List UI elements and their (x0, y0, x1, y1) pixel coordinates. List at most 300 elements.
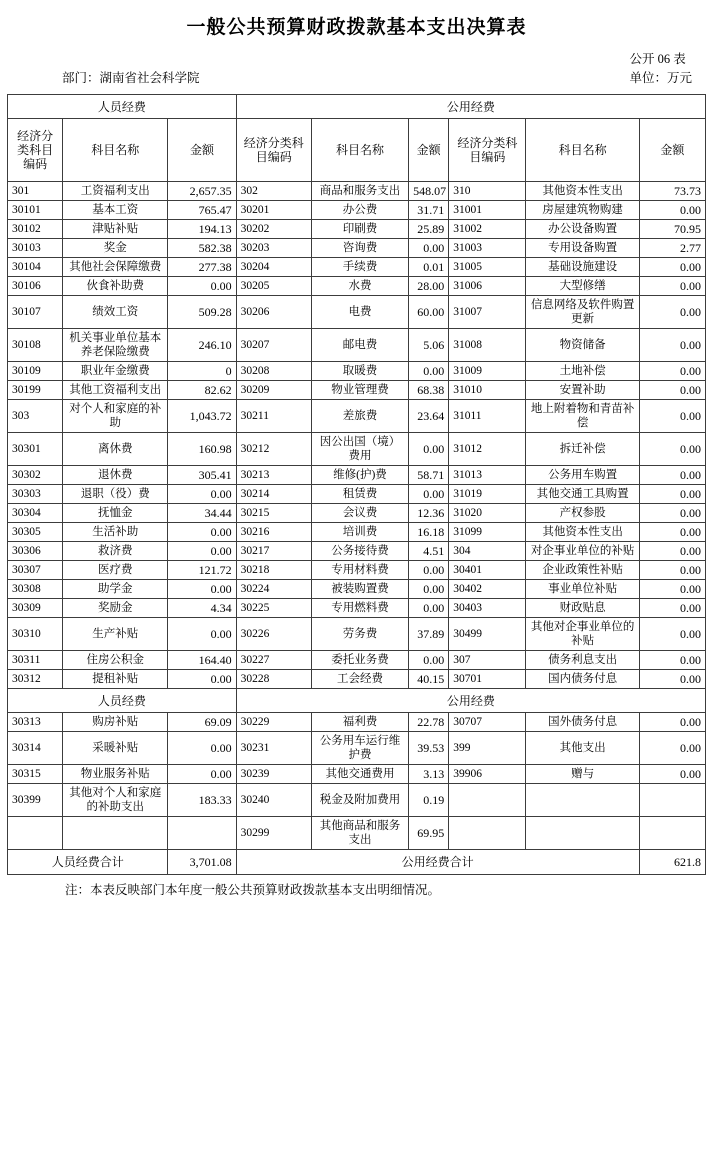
cell-code-personnel: 301 (8, 182, 63, 201)
cell-amount-capital: 0.00 (639, 542, 705, 561)
cell-amount-goods: 548.07 (409, 182, 449, 201)
cell-amount-capital (639, 784, 705, 817)
cell-name-personnel: 伙食补助费 (63, 277, 168, 296)
public-total-value: 621.8 (639, 850, 705, 875)
cell-name-goods: 专用材料费 (311, 561, 408, 580)
budget-table (7, 94, 706, 875)
cell-code-goods: 30227 (236, 651, 311, 670)
cell-name-capital: 信息网络及软件购置更新 (526, 296, 639, 329)
cell-name-capital: 大型修缮 (526, 277, 639, 296)
cell-code-goods: 30215 (236, 504, 311, 523)
table-row (8, 239, 706, 258)
cell-name-capital: 专用设备购置 (526, 239, 639, 258)
cell-code-capital: 304 (449, 542, 526, 561)
cell-name-personnel: 津贴补贴 (63, 220, 168, 239)
document-meta (7, 50, 706, 94)
cell-amount-goods: 0.00 (409, 239, 449, 258)
cell-name-goods: 培训费 (311, 523, 408, 542)
cell-amount-goods: 0.00 (409, 362, 449, 381)
cell-code-personnel (8, 817, 63, 850)
cell-amount-capital: 0.00 (639, 329, 705, 362)
cell-name-personnel: 奖金 (63, 239, 168, 258)
cell-amount-goods: 40.15 (409, 670, 449, 689)
cell-amount-goods: 69.95 (409, 817, 449, 850)
cell-amount-personnel: 0.00 (168, 542, 236, 561)
page-title: 一般公共预算财政拨款基本支出决算表 (186, 17, 527, 38)
cell-name-personnel: 其他社会保障缴费 (63, 258, 168, 277)
cell-amount-capital: 0.00 (639, 618, 705, 651)
cell-name-goods: 咨询费 (311, 239, 408, 258)
col-header-code-2: 经济分类科目编码 (236, 119, 311, 182)
cell-code-personnel: 30109 (8, 362, 63, 381)
cell-amount-personnel: 82.62 (168, 381, 236, 400)
table-row (8, 277, 706, 296)
section-divider-personnel: 人员经费 (8, 689, 237, 713)
table-footer (8, 850, 706, 875)
cell-amount-personnel: 305.41 (168, 466, 236, 485)
table-row (8, 817, 706, 850)
table-row (8, 362, 706, 381)
cell-code-capital: 31009 (449, 362, 526, 381)
table-row (8, 182, 706, 201)
cell-code-personnel: 30306 (8, 542, 63, 561)
cell-code-personnel: 30308 (8, 580, 63, 599)
cell-code-personnel: 30301 (8, 433, 63, 466)
group-header-row (8, 95, 706, 119)
cell-code-goods: 30214 (236, 485, 311, 504)
cell-amount-personnel: 0.00 (168, 670, 236, 689)
cell-code-capital: 307 (449, 651, 526, 670)
cell-name-goods: 印刷费 (311, 220, 408, 239)
cell-code-personnel: 30103 (8, 239, 63, 258)
cell-code-personnel: 30305 (8, 523, 63, 542)
form-number: 公开 06 表 (629, 52, 686, 66)
cell-amount-capital: 0.00 (639, 258, 705, 277)
personnel-total-label: 人员经费合计 (8, 850, 168, 875)
cell-name-capital: 企业政策性补贴 (526, 561, 639, 580)
cell-code-capital: 31099 (449, 523, 526, 542)
cell-name-personnel: 机关事业单位基本养老保险缴费 (63, 329, 168, 362)
table-row (8, 713, 706, 732)
cell-code-capital: 30701 (449, 670, 526, 689)
cell-name-goods: 公务用车运行维护费 (311, 732, 408, 765)
cell-code-capital: 30403 (449, 599, 526, 618)
cell-name-capital: 国外债务付息 (526, 713, 639, 732)
cell-code-goods: 30211 (236, 400, 311, 433)
cell-name-personnel: 住房公积金 (63, 651, 168, 670)
cell-name-capital: 产权参股 (526, 504, 639, 523)
cell-name-goods: 税金及附加费用 (311, 784, 408, 817)
cell-amount-personnel: 0.00 (168, 277, 236, 296)
personnel-total-value: 3,701.08 (168, 850, 236, 875)
cell-amount-capital: 0.00 (639, 599, 705, 618)
cell-code-personnel: 30102 (8, 220, 63, 239)
cell-name-goods: 维修(护)费 (311, 466, 408, 485)
cell-name-goods: 租赁费 (311, 485, 408, 504)
cell-code-capital: 310 (449, 182, 526, 201)
cell-amount-goods: 0.00 (409, 433, 449, 466)
cell-name-personnel: 生活补助 (63, 523, 168, 542)
cell-amount-goods: 25.89 (409, 220, 449, 239)
cell-name-capital: 物资储备 (526, 329, 639, 362)
cell-amount-capital: 0.00 (639, 277, 705, 296)
cell-code-goods: 30208 (236, 362, 311, 381)
cell-name-capital: 债务利息支出 (526, 651, 639, 670)
cell-code-personnel: 30106 (8, 277, 63, 296)
document-page (0, 14, 713, 1176)
cell-name-personnel: 退休费 (63, 466, 168, 485)
meta-right-block (629, 50, 692, 88)
cell-amount-capital: 0.00 (639, 433, 705, 466)
cell-name-capital: 基础设施建设 (526, 258, 639, 277)
cell-code-capital (449, 817, 526, 850)
cell-amount-capital: 0.00 (639, 201, 705, 220)
cell-name-personnel: 奖励金 (63, 599, 168, 618)
cell-amount-personnel: 69.09 (168, 713, 236, 732)
cell-amount-personnel: 0.00 (168, 765, 236, 784)
cell-code-goods: 30201 (236, 201, 311, 220)
totals-row (8, 850, 706, 875)
cell-code-personnel: 30302 (8, 466, 63, 485)
cell-name-capital: 其他资本性支出 (526, 523, 639, 542)
cell-code-personnel: 30108 (8, 329, 63, 362)
table-row (8, 504, 706, 523)
cell-code-capital: 31005 (449, 258, 526, 277)
table-header (8, 95, 706, 182)
cell-amount-capital: 0.00 (639, 504, 705, 523)
cell-code-capital: 39906 (449, 765, 526, 784)
cell-code-capital: 31003 (449, 239, 526, 258)
cell-code-capital: 30402 (449, 580, 526, 599)
cell-name-capital (526, 817, 639, 850)
cell-name-personnel: 助学金 (63, 580, 168, 599)
cell-amount-personnel: 2,657.35 (168, 182, 236, 201)
table-row (8, 561, 706, 580)
cell-code-goods: 30213 (236, 466, 311, 485)
col-header-name-2: 科目名称 (311, 119, 408, 182)
cell-amount-goods: 0.01 (409, 258, 449, 277)
cell-code-personnel: 30104 (8, 258, 63, 277)
table-row (8, 201, 706, 220)
cell-code-personnel: 30315 (8, 765, 63, 784)
cell-code-capital: 30401 (449, 561, 526, 580)
col-header-code-3: 经济分类科目编码 (449, 119, 526, 182)
cell-code-personnel: 30107 (8, 296, 63, 329)
cell-code-personnel: 30314 (8, 732, 63, 765)
cell-name-personnel: 救济费 (63, 542, 168, 561)
cell-name-personnel (63, 817, 168, 850)
cell-code-capital: 31012 (449, 433, 526, 466)
cell-code-goods: 30204 (236, 258, 311, 277)
group-header-public: 公用经费 (236, 95, 705, 119)
cell-amount-personnel: 277.38 (168, 258, 236, 277)
cell-amount-goods: 37.89 (409, 618, 449, 651)
section-divider-row (8, 689, 706, 713)
column-header-row (8, 119, 706, 182)
cell-amount-capital: 2.77 (639, 239, 705, 258)
cell-amount-personnel: 0.00 (168, 580, 236, 599)
table-row (8, 466, 706, 485)
cell-name-capital: 办公设备购置 (526, 220, 639, 239)
table-row (8, 329, 706, 362)
cell-name-personnel: 医疗费 (63, 561, 168, 580)
cell-name-personnel: 退职（役）费 (63, 485, 168, 504)
cell-code-goods: 30203 (236, 239, 311, 258)
cell-amount-goods: 5.06 (409, 329, 449, 362)
cell-code-goods: 30224 (236, 580, 311, 599)
cell-name-personnel: 其他对个人和家庭的补助支出 (63, 784, 168, 817)
table-row (8, 732, 706, 765)
table-row (8, 784, 706, 817)
cell-name-personnel: 提租补贴 (63, 670, 168, 689)
unit-label: 单位：万元 (629, 71, 692, 85)
cell-amount-capital: 0.00 (639, 713, 705, 732)
cell-amount-personnel: 582.38 (168, 239, 236, 258)
cell-amount-personnel: 0 (168, 362, 236, 381)
cell-name-capital: 公务用车购置 (526, 466, 639, 485)
cell-code-personnel: 30309 (8, 599, 63, 618)
cell-code-goods: 30207 (236, 329, 311, 362)
table-row (8, 580, 706, 599)
cell-amount-personnel: 509.28 (168, 296, 236, 329)
table-row (8, 542, 706, 561)
cell-amount-capital: 0.00 (639, 580, 705, 599)
cell-name-capital: 国内债务付息 (526, 670, 639, 689)
cell-name-goods: 其他交通费用 (311, 765, 408, 784)
cell-amount-personnel (168, 817, 236, 850)
cell-amount-personnel: 160.98 (168, 433, 236, 466)
cell-amount-personnel: 34.44 (168, 504, 236, 523)
cell-name-goods: 劳务费 (311, 618, 408, 651)
cell-amount-personnel: 1,043.72 (168, 400, 236, 433)
cell-name-personnel: 购房补贴 (63, 713, 168, 732)
cell-name-goods: 委托业务费 (311, 651, 408, 670)
cell-name-capital: 土地补偿 (526, 362, 639, 381)
cell-amount-capital: 0.00 (639, 296, 705, 329)
cell-code-capital: 31008 (449, 329, 526, 362)
cell-name-goods: 被装购置费 (311, 580, 408, 599)
cell-code-goods: 30226 (236, 618, 311, 651)
cell-name-goods: 差旅费 (311, 400, 408, 433)
department-label: 部门：湖南省社会科学院 (62, 71, 200, 85)
public-total-label: 公用经费合计 (236, 850, 639, 875)
table-row (8, 433, 706, 466)
cell-name-capital: 其他支出 (526, 732, 639, 765)
cell-name-goods: 手续费 (311, 258, 408, 277)
cell-name-goods: 取暖费 (311, 362, 408, 381)
table-row (8, 599, 706, 618)
cell-name-personnel: 采暖补贴 (63, 732, 168, 765)
cell-name-goods: 专用燃料费 (311, 599, 408, 618)
cell-code-goods: 30217 (236, 542, 311, 561)
cell-code-goods: 302 (236, 182, 311, 201)
cell-name-goods: 商品和服务支出 (311, 182, 408, 201)
cell-code-capital: 31020 (449, 504, 526, 523)
cell-name-goods: 办公费 (311, 201, 408, 220)
cell-code-personnel: 30399 (8, 784, 63, 817)
cell-amount-goods: 31.71 (409, 201, 449, 220)
cell-amount-personnel: 4.34 (168, 599, 236, 618)
cell-amount-capital: 0.00 (639, 561, 705, 580)
cell-code-goods: 30202 (236, 220, 311, 239)
cell-amount-capital: 0.00 (639, 523, 705, 542)
cell-name-capital: 对企事业单位的补贴 (526, 542, 639, 561)
cell-code-capital: 31011 (449, 400, 526, 433)
cell-name-goods: 工会经费 (311, 670, 408, 689)
cell-code-goods: 30218 (236, 561, 311, 580)
cell-code-personnel: 30310 (8, 618, 63, 651)
cell-code-capital (449, 784, 526, 817)
cell-name-personnel: 对个人和家庭的补助 (63, 400, 168, 433)
cell-name-personnel: 其他工资福利支出 (63, 381, 168, 400)
col-header-amount-2: 金额 (409, 119, 449, 182)
table-row (8, 296, 706, 329)
cell-code-goods: 30212 (236, 433, 311, 466)
cell-amount-capital: 0.00 (639, 485, 705, 504)
cell-code-capital: 31002 (449, 220, 526, 239)
cell-name-capital: 安置补助 (526, 381, 639, 400)
cell-amount-goods: 68.38 (409, 381, 449, 400)
table-row (8, 651, 706, 670)
cell-amount-personnel: 121.72 (168, 561, 236, 580)
cell-amount-goods: 0.00 (409, 580, 449, 599)
table-row (8, 618, 706, 651)
cell-amount-goods: 39.53 (409, 732, 449, 765)
cell-code-capital: 31006 (449, 277, 526, 296)
cell-name-capital: 事业单位补贴 (526, 580, 639, 599)
cell-code-goods: 30216 (236, 523, 311, 542)
cell-code-capital: 399 (449, 732, 526, 765)
cell-code-goods: 30231 (236, 732, 311, 765)
cell-amount-capital: 0.00 (639, 670, 705, 689)
cell-amount-capital: 0.00 (639, 732, 705, 765)
cell-code-goods: 30205 (236, 277, 311, 296)
cell-amount-personnel: 194.13 (168, 220, 236, 239)
cell-name-capital: 拆迁补偿 (526, 433, 639, 466)
cell-code-personnel: 30307 (8, 561, 63, 580)
cell-name-capital: 其他对企事业单位的补贴 (526, 618, 639, 651)
cell-amount-personnel: 765.47 (168, 201, 236, 220)
cell-code-capital: 30499 (449, 618, 526, 651)
cell-name-capital: 房屋建筑物购建 (526, 201, 639, 220)
cell-code-capital: 31010 (449, 381, 526, 400)
cell-name-goods: 水费 (311, 277, 408, 296)
cell-amount-personnel: 183.33 (168, 784, 236, 817)
cell-amount-goods: 12.36 (409, 504, 449, 523)
cell-code-capital: 30707 (449, 713, 526, 732)
cell-code-goods: 30225 (236, 599, 311, 618)
cell-name-goods: 会议费 (311, 504, 408, 523)
cell-name-goods: 电费 (311, 296, 408, 329)
cell-name-personnel: 基本工资 (63, 201, 168, 220)
cell-amount-goods: 58.71 (409, 466, 449, 485)
section-divider-public: 公用经费 (236, 689, 705, 713)
cell-amount-personnel: 164.40 (168, 651, 236, 670)
table-row (8, 485, 706, 504)
cell-name-capital: 赠与 (526, 765, 639, 784)
cell-code-capital: 31001 (449, 201, 526, 220)
cell-code-personnel: 30101 (8, 201, 63, 220)
cell-code-goods: 30240 (236, 784, 311, 817)
cell-amount-personnel: 0.00 (168, 485, 236, 504)
footnote: 注：本表反映部门本年度一般公共预算财政拨款基本支出明细情况。 (65, 883, 441, 897)
cell-code-personnel: 30311 (8, 651, 63, 670)
col-header-amount-3: 金额 (639, 119, 705, 182)
cell-amount-personnel: 0.00 (168, 732, 236, 765)
cell-name-personnel: 物业服务补贴 (63, 765, 168, 784)
table-row (8, 765, 706, 784)
cell-name-goods: 因公出国（境）费用 (311, 433, 408, 466)
table-row (8, 670, 706, 689)
cell-amount-goods: 0.00 (409, 651, 449, 670)
cell-code-goods: 30229 (236, 713, 311, 732)
cell-name-goods: 福利费 (311, 713, 408, 732)
cell-name-personnel: 离休费 (63, 433, 168, 466)
cell-code-capital: 31019 (449, 485, 526, 504)
cell-amount-capital: 0.00 (639, 400, 705, 433)
cell-amount-capital: 73.73 (639, 182, 705, 201)
cell-code-goods: 30299 (236, 817, 311, 850)
cell-code-goods: 30209 (236, 381, 311, 400)
table-row (8, 258, 706, 277)
cell-name-goods: 其他商品和服务支出 (311, 817, 408, 850)
cell-amount-capital: 0.00 (639, 651, 705, 670)
cell-name-personnel: 职业年金缴费 (63, 362, 168, 381)
cell-amount-goods: 28.00 (409, 277, 449, 296)
cell-amount-goods: 22.78 (409, 713, 449, 732)
cell-name-personnel: 工资福利支出 (63, 182, 168, 201)
cell-amount-capital: 0.00 (639, 466, 705, 485)
table-row (8, 400, 706, 433)
cell-amount-goods: 23.64 (409, 400, 449, 433)
cell-code-goods: 30239 (236, 765, 311, 784)
group-header-personnel: 人员经费 (8, 95, 237, 119)
cell-amount-goods: 0.19 (409, 784, 449, 817)
cell-code-personnel: 303 (8, 400, 63, 433)
cell-code-goods: 30206 (236, 296, 311, 329)
cell-code-goods: 30228 (236, 670, 311, 689)
cell-amount-goods: 60.00 (409, 296, 449, 329)
cell-amount-personnel: 0.00 (168, 618, 236, 651)
cell-amount-goods: 3.13 (409, 765, 449, 784)
col-header-name-3: 科目名称 (526, 119, 639, 182)
cell-code-personnel: 30304 (8, 504, 63, 523)
cell-amount-personnel: 246.10 (168, 329, 236, 362)
cell-amount-goods: 0.00 (409, 599, 449, 618)
cell-amount-goods: 0.00 (409, 485, 449, 504)
cell-code-capital: 31007 (449, 296, 526, 329)
col-header-code-1: 经济分类科目编码 (8, 119, 63, 182)
cell-amount-goods: 16.18 (409, 523, 449, 542)
cell-name-goods: 公务接待费 (311, 542, 408, 561)
cell-amount-capital: 70.95 (639, 220, 705, 239)
cell-name-capital: 其他资本性支出 (526, 182, 639, 201)
col-header-name-1: 科目名称 (63, 119, 168, 182)
table-row (8, 523, 706, 542)
cell-amount-capital: 0.00 (639, 362, 705, 381)
table-row (8, 220, 706, 239)
cell-name-personnel: 绩效工资 (63, 296, 168, 329)
cell-code-personnel: 30303 (8, 485, 63, 504)
cell-name-personnel: 生产补贴 (63, 618, 168, 651)
col-header-amount-1: 金额 (168, 119, 236, 182)
table-body (8, 182, 706, 850)
cell-amount-capital: 0.00 (639, 381, 705, 400)
cell-code-personnel: 30313 (8, 713, 63, 732)
cell-name-goods: 物业管理费 (311, 381, 408, 400)
cell-code-personnel: 30199 (8, 381, 63, 400)
cell-name-capital (526, 784, 639, 817)
